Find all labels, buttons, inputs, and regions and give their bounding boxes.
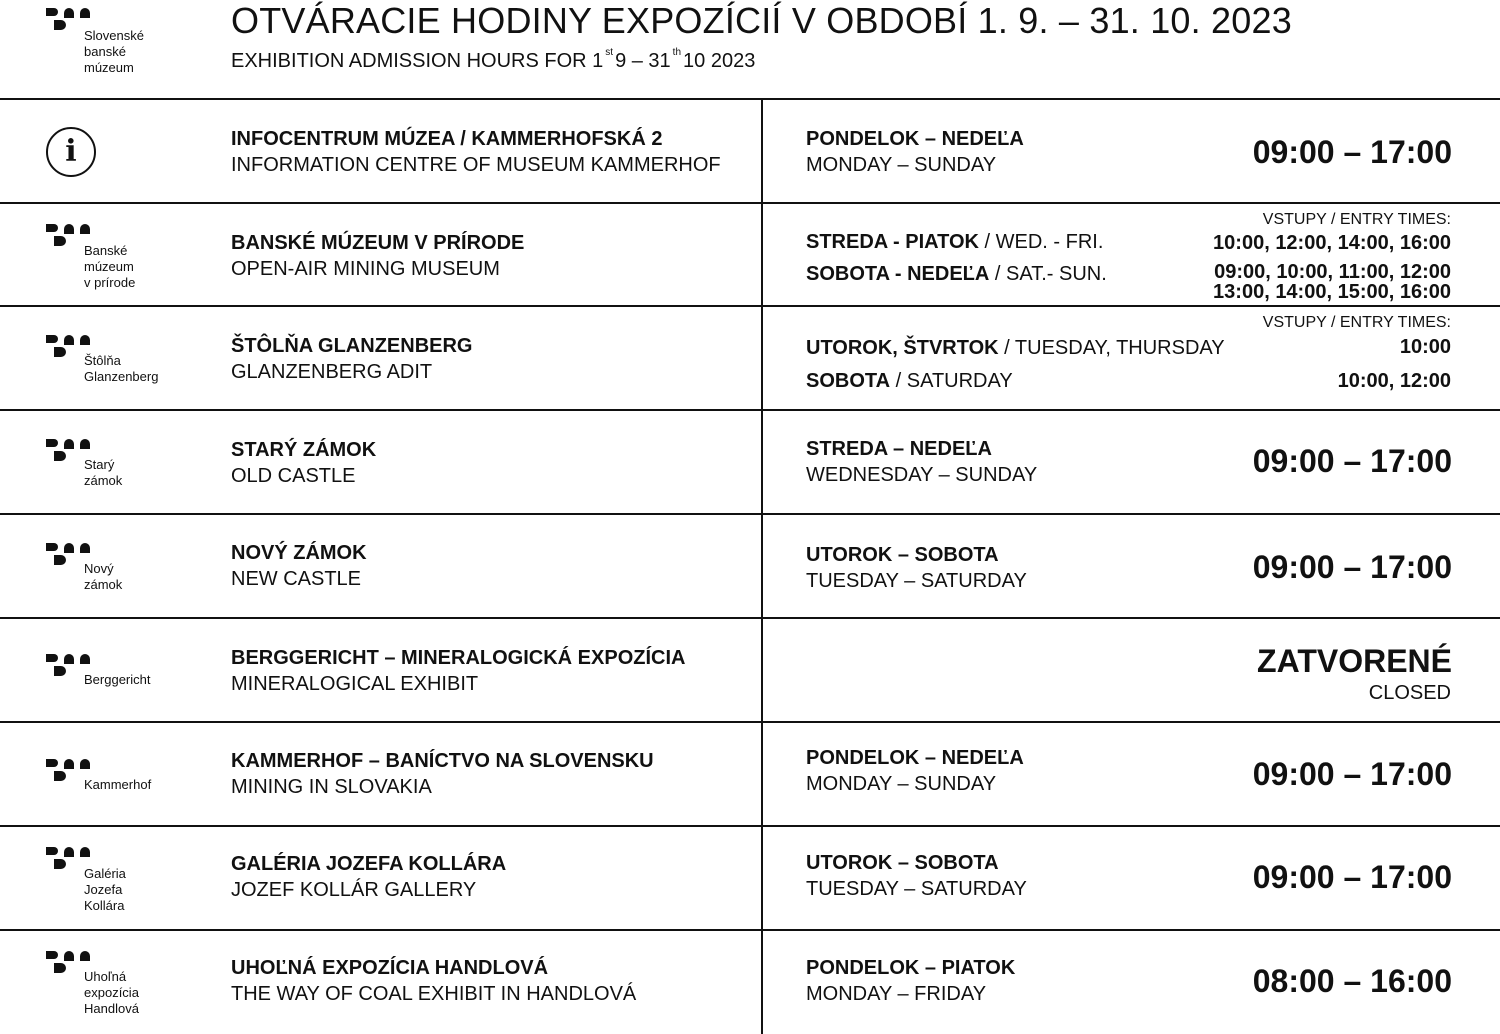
venue-name-sk: BERGGERICHT – MINERALOGICKÁ EXPOZÍCIA — [231, 647, 686, 669]
closed-status-en: CLOSED — [1368, 682, 1451, 704]
entry-times: 10:00 — [1399, 336, 1451, 358]
closed-status: ZATVORENÉ — [1257, 643, 1452, 679]
entry-times: 13:00, 14:00, 15:00, 16:00 — [1213, 281, 1451, 303]
page-subtitle: EXHIBITION ADMISSION HOURS FOR 1 $^{st}$ 9 – 31 $^{th}$ 10 2023 — [231, 47, 756, 72]
opening-hours: 09:00 – 17:00 — [1252, 443, 1452, 479]
logo-text: Štôlňa Glanzenberg — [84, 353, 159, 384]
venue-name-en: MINING IN SLOVAKIA — [231, 776, 432, 798]
venue-logo — [46, 439, 123, 488]
venue-logo — [46, 224, 136, 290]
venue-name-en: NEW CASTLE — [231, 568, 362, 590]
venue-name-en: OPEN-AIR MINING MUSEUM — [231, 258, 500, 280]
venue-name-sk: STARÝ ZÁMOK — [231, 439, 377, 461]
venue-name-sk: INFOCENTRUM MÚZEA / KAMMERHOFSKÁ 2 — [231, 128, 663, 150]
logo-text: Slovenské banské múzeum — [84, 28, 144, 75]
logo-text: Nový zámok — [84, 561, 123, 592]
table-row — [0, 307, 1500, 409]
days-sk: STREDA – NEDEĽA — [806, 438, 992, 460]
table-row — [0, 515, 1500, 617]
entry-times: 10:00, 12:00 — [1337, 370, 1451, 392]
schedule-line: UTOROK, ŠTVRTOK / TUESDAY, THURSDAY — [806, 337, 1225, 359]
days-en: MONDAY – SUNDAY — [806, 773, 997, 795]
venue-name-en: MINERALOGICAL EXHIBIT — [231, 673, 479, 695]
logo-text: Berggericht — [84, 672, 151, 687]
venue-name-en: THE WAY OF COAL EXHIBIT IN HANDLOVÁ — [231, 983, 637, 1005]
venue-name-en: OLD CASTLE — [231, 465, 356, 487]
venue-logo — [46, 951, 139, 1016]
logo-text: Banské múzeum v prírode — [84, 243, 136, 290]
opening-hours: 09:00 – 17:00 — [1252, 756, 1452, 792]
venue-name-sk: NOVÝ ZÁMOK — [231, 542, 367, 564]
schedule-line: SOBOTA - NEDEĽA / SAT.- SUN. — [806, 263, 1107, 285]
logo-text: Uhoľná expozícia Handlová — [84, 969, 139, 1016]
table-row — [0, 827, 1500, 929]
venue-logo — [46, 543, 123, 592]
table-row — [0, 723, 1500, 825]
venue-name-sk: KAMMERHOF – BANÍCTVO NA SLOVENSKU — [231, 750, 654, 772]
opening-hours: 09:00 – 17:00 — [1252, 549, 1452, 585]
entry-times: 09:00, 10:00, 11:00, 12:00 — [1214, 261, 1451, 283]
schedule-line: STREDA - PIATOK / WED. - FRI. — [806, 231, 1104, 253]
days-en: MONDAY – FRIDAY — [806, 983, 987, 1005]
entry-times-label: VSTUPY / ENTRY TIMES: — [1262, 211, 1451, 228]
entry-times: 10:00, 12:00, 14:00, 16:00 — [1213, 232, 1451, 254]
days-en: WEDNESDAY – SUNDAY — [806, 464, 1038, 486]
info-icon: i — [46, 127, 96, 177]
days-en: TUESDAY – SATURDAY — [806, 570, 1027, 592]
days-sk: PONDELOK – NEDEĽA — [806, 128, 1024, 150]
page-title: OTVÁRACIE HODINY EXPOZÍCIÍ V OBDOBÍ 1. 9. – 31. 10. 2023 — [231, 0, 1292, 41]
opening-hours: 09:00 – 17:00 — [1252, 859, 1452, 895]
days-en: TUESDAY – SATURDAY — [806, 878, 1027, 900]
venue-logo — [46, 335, 159, 384]
venue-logo — [46, 654, 151, 687]
table-row — [0, 100, 1500, 202]
venue-name-sk: ŠTÔLŇA GLANZENBERG — [231, 335, 473, 357]
opening-hours: 09:00 – 17:00 — [1252, 134, 1452, 170]
opening-hours: 08:00 – 16:00 — [1252, 963, 1452, 999]
days-sk: PONDELOK – PIATOK — [806, 957, 1016, 979]
venue-name-sk: BANSKÉ MÚZEUM V PRÍRODE — [231, 232, 525, 254]
table-row — [0, 204, 1500, 305]
logo-text: Galéria Jozefa Kollára — [84, 866, 126, 913]
days-sk: UTOROK – SOBOTA — [806, 852, 999, 874]
entry-times-label: VSTUPY / ENTRY TIMES: — [1262, 314, 1451, 331]
table-row — [0, 411, 1500, 513]
venue-name-sk: GALÉRIA JOZEFA KOLLÁRA — [231, 853, 507, 875]
schedule-line: SOBOTA / SATURDAY — [806, 370, 1013, 392]
venue-logo — [46, 759, 152, 792]
museum-logo — [46, 8, 144, 75]
days-sk: PONDELOK – NEDEĽA — [806, 747, 1024, 769]
venue-logo — [46, 847, 126, 913]
venue-name-en: GLANZENBERG ADIT — [231, 361, 433, 383]
venue-name-en: INFORMATION CENTRE OF MUSEUM KAMMERHOF — [231, 154, 721, 176]
logo-text: Kammerhof — [84, 777, 152, 792]
days-sk: UTOROK – SOBOTA — [806, 544, 999, 566]
venue-name-en: JOZEF KOLLÁR GALLERY — [231, 879, 477, 901]
venue-name-sk: UHOĽNÁ EXPOZÍCIA HANDLOVÁ — [231, 957, 549, 979]
logo-text: Starý zámok — [84, 457, 123, 488]
days-en: MONDAY – SUNDAY — [806, 154, 997, 176]
table-row — [0, 619, 1500, 721]
table-row — [0, 931, 1500, 1034]
